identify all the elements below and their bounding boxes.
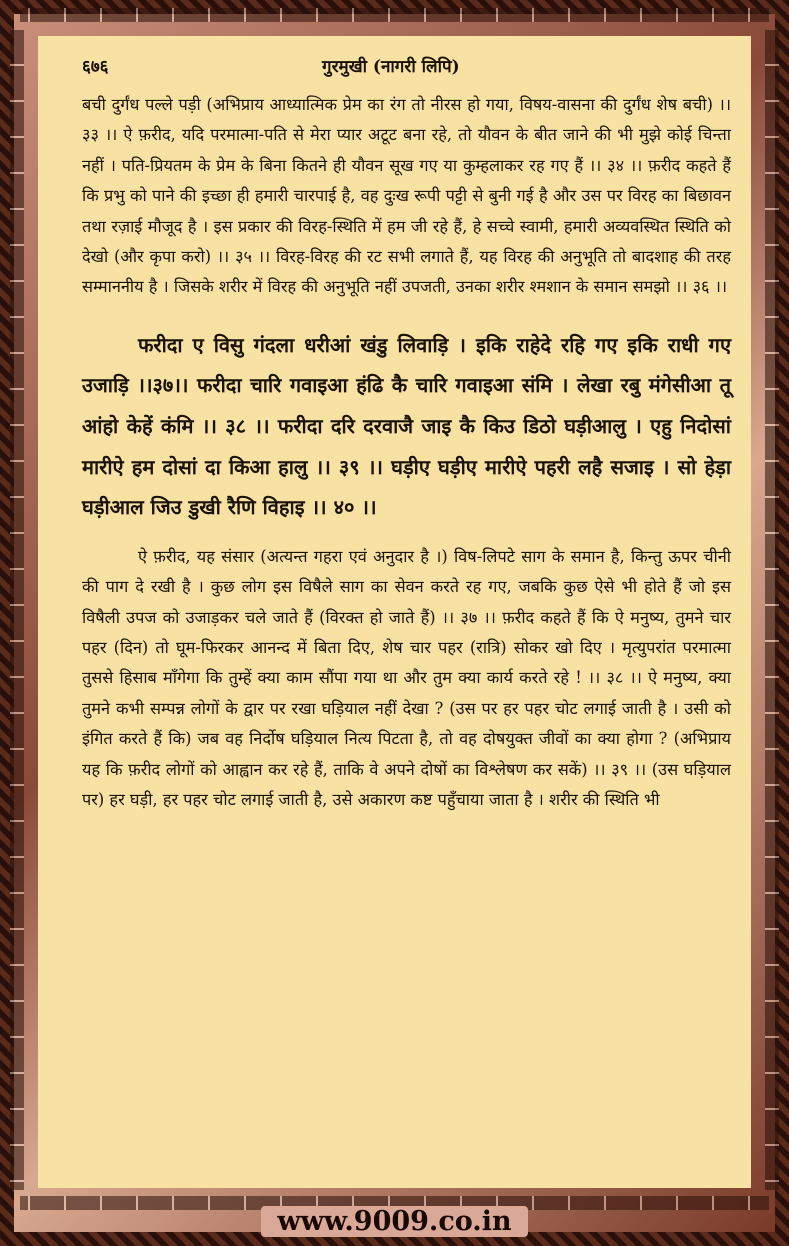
- page: [38, 36, 751, 1188]
- frame-ornament-left: [10, 30, 24, 1190]
- footer: [0, 1204, 789, 1246]
- running-title: गुरमुखी (नागरी लिपि): [322, 57, 460, 77]
- page-header: [82, 54, 731, 86]
- gurmukhi-verse: फरीदा ए विसु गंदला धरीआं खंडु लिवाड़ि । इकि राहेदे रहि गए इकि राधी गए उजाड़ि ।।३७।। फरीदा चारि गवाइआ हंढि कै चारि गवाइआ संमि । लेखा रबु मंगेसीआ तू आंहो केहें कंमि ।। ३८ ।। फरीदा दरि दरवाजै जाइ कै किउ डिठो घड़ीआलु । एहु निदोसां मारीऐ हम दोसां दा किआ हालु ।। ३९ ।। घड़ीए घड़ीए मारीऐ पहरी लहै सजाइ । सो हेड़ा घड़ीआल जिउ डुखी रैणि विहाइ ।। ४० ।।: [82, 332, 732, 520]
- page-number: ६७६: [82, 57, 109, 77]
- commentary-paragraph-1: बची दुर्गंध पल्ले पड़ी (अभिप्राय आध्यात्मिक प्रेम का रंग तो नीरस हो गया, विषय-वासना की दुर्गंध शेष बची) ।। ३३ ।। ऐ फ़रीद, यदि परमात्मा-पति से मेरा प्यार अटूट बना रहे, तो यौवन के बीत जाने की भी मुझे कोई चिन्ता नहीं । पति-प्रियतम के प्रेम के बिना कितने ही यौवन सूख गए या कुम्हलाकर रह गए हैं ।। ३४ ।। फ़रीद कहते हैं कि प्रभु को पाने की इच्छा ही हमारी चारपाई है, वह दुःख रूपी पट्टी से बुनी गई है और उस पर विरह का बिछावन तथा रज़ाई मौजूद है । इस प्रकार की विरह-स्थिति में हम जी रहे हैं, हे सच्चे स्वामी, हमारी अव्यवस्थित स्थिति को देखो (और कृपा करो) ।। ३५ ।। विरह-विरह की रट सभी लगाते हैं, यह विरह की अनुभूति तो बादशाह की तरह सम्माननीय है । जिसके शरीर में विरह की अनुभूति नहीं उपजती, उनका शरीर श्मशान के समान समझो ।। ३६ ।।: [82, 95, 731, 297]
- commentary-paragraph-2: ऐ फ़रीद, यह संसार (अत्यन्त गहरा एवं अनुदार है ।) विष-लिपटे साग के समान है, किन्तु ऊपर चीनी की पाग दे रखी है । कुछ लोग इस विषैले साग का सेवन करते रह गए, जबकि कुछ ऐसे भी होते हैं जो इस विषैली उपज को उजाड़कर चले जाते हैं (विरक्त हो जाते हैं) ।। ३७ ।। फ़रीद कहते हैं कि ऐ मनुष्य, तुमने चार पहर (दिन) तो घूम-फिरकर आनन्द में बिता दिए, शेष चार पहर (रात्रि) सोकर खो दिए । मृत्युपरांत परमात्मा तुससे हिसाब माँगेगा कि तुम्हें क्या काम सौंपा गया था और तुम क्या कार्य करते रहे ! ।। ३८ ।। ऐ मनुष्य, क्या तुमने कभी सम्पन्न लोगों के द्वार पर रखा घड़ियाल नहीं देखा ? (उस पर हर पहर चोट लगाई जाती है । उसी को इंगित करते हैं कि) जब वह निर्दोष घड़ियाल नित्य पिटता है, तो वह दोषयुक्त जीवों का क्या होगा ? (अभिप्राय यह कि फ़रीद लोगों को आह्वान कर रहे हैं, ताकि वे अपने दोषों का विश्लेषण कर सकें) ।। ३९ ।। (उस घड़ियाल पर) हर घड़ी, हर पहर चोट लगाई जाती है, उसे अकारण कष्ट पहुँचाया जाता है । शरीर की स्थिति भी: [82, 546, 731, 810]
- frame-ornament-top: [20, 8, 769, 22]
- frame-ornament-right: [765, 30, 779, 1190]
- website-link[interactable]: www.9009.co.in: [261, 1206, 527, 1237]
